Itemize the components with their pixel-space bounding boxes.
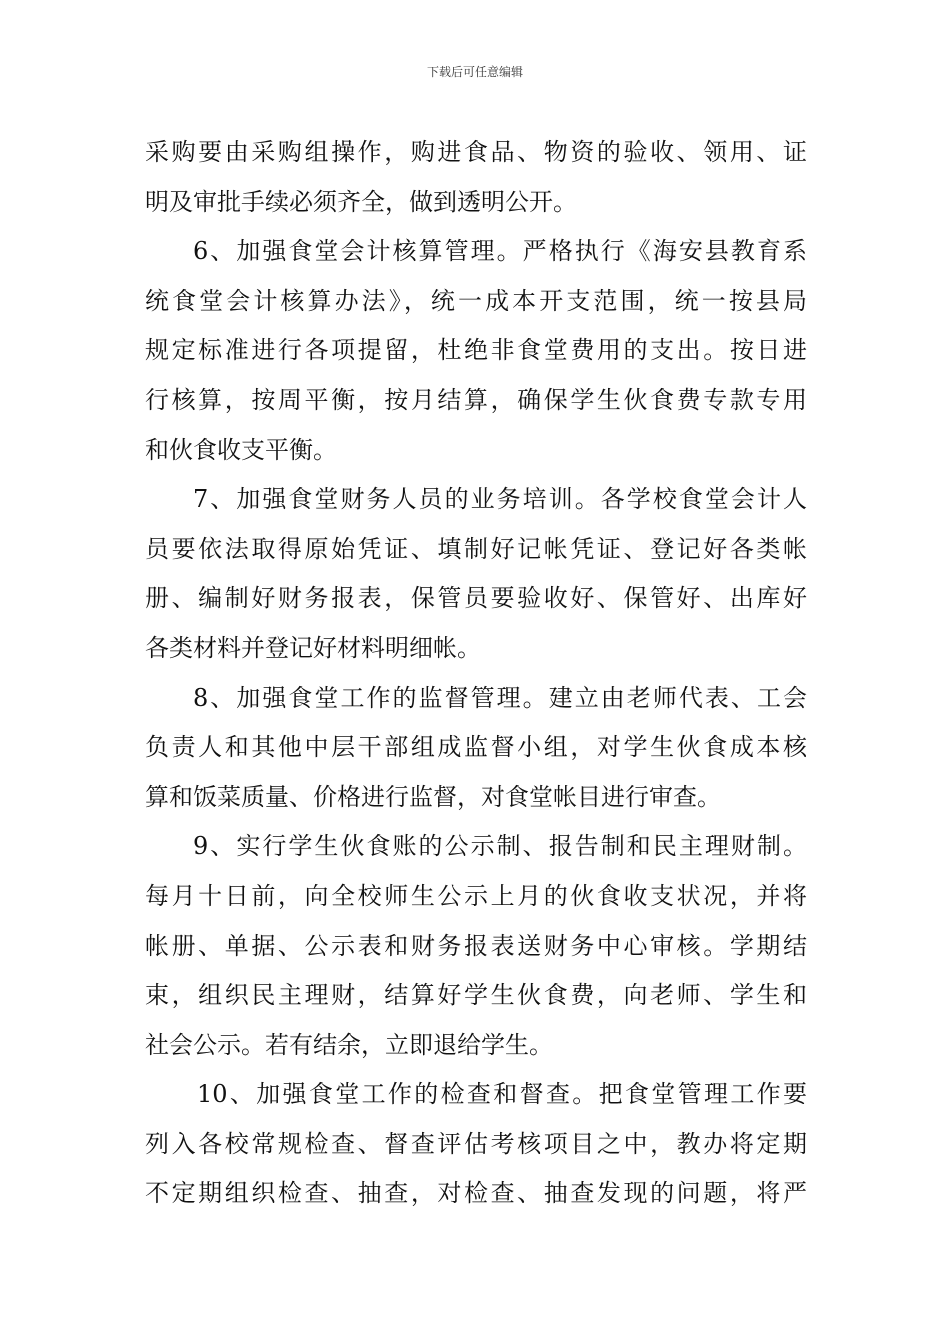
text-line: 列入各校常规检查、督查评估考核项目之中，教办将定期 bbox=[145, 1129, 807, 1158]
text-line: 员要依法取得原始凭证、填制好记帐凭证、登记好各类帐 bbox=[145, 534, 807, 563]
paragraph-10-start: 10、加强食堂工作的检查和督查。把食堂管理工作要 bbox=[197, 1080, 807, 1109]
text-line: 各类材料并登记好材料明细帐。 bbox=[145, 633, 481, 662]
paragraph-8-start: 8、加强食堂工作的监督管理。建立由老师代表、工会 bbox=[193, 683, 807, 712]
text-line: 帐册、单据、公示表和财务报表送财务中心审核。学期结 bbox=[145, 931, 807, 960]
text-line: 统食堂会计核算办法》，统一成本开支范围，统一按县局 bbox=[145, 286, 807, 315]
text-line: 采购要由采购组操作，购进食品、物资的验收、领用、证 bbox=[145, 138, 807, 166]
text-line: 每月十日前，向全校师生公示上月的伙食收支状况，并将 bbox=[145, 881, 807, 910]
text-line: 算和饭菜质量、价格进行监督，对食堂帐目进行审查。 bbox=[145, 782, 721, 811]
text-line: 不定期组织检查、抽查，对检查、抽查发现的问题，将严 bbox=[145, 1179, 807, 1208]
text-line: 册、编制好财务报表，保管员要验收好、保管好、出库好 bbox=[145, 584, 807, 613]
page-header: 下载后可任意编辑 bbox=[426, 65, 523, 79]
text-line: 和伙食收支平衡。 bbox=[145, 435, 337, 464]
paragraph-7-start: 7、加强食堂财务人员的业务培训。各学校食堂会计人 bbox=[193, 485, 807, 514]
text-line: 社会公示。若有结余，立即退给学生。 bbox=[145, 1030, 553, 1059]
document-body bbox=[145, 128, 807, 1219]
paragraph-6-start: 6、加强食堂会计核算管理。严格执行《海安县教育系 bbox=[193, 237, 807, 266]
text-line: 行核算，按周平衡，按月结算，确保学生伙食费专款专用 bbox=[145, 385, 807, 414]
text-line: 规定标准进行各项提留，杜绝非食堂费用的支出。按日进 bbox=[145, 336, 807, 365]
text-line: 明及审批手续必须齐全，做到透明公开。 bbox=[145, 187, 577, 216]
paragraph-9-start: 9、实行学生伙食账的公示制、报告制和民主理财制。 bbox=[193, 832, 807, 861]
text-line: 束，组织民主理财，结算好学生伙食费，向老师、学生和 bbox=[145, 981, 807, 1010]
text-line: 负责人和其他中层干部组成监督小组，对学生伙食成本核 bbox=[145, 733, 807, 762]
